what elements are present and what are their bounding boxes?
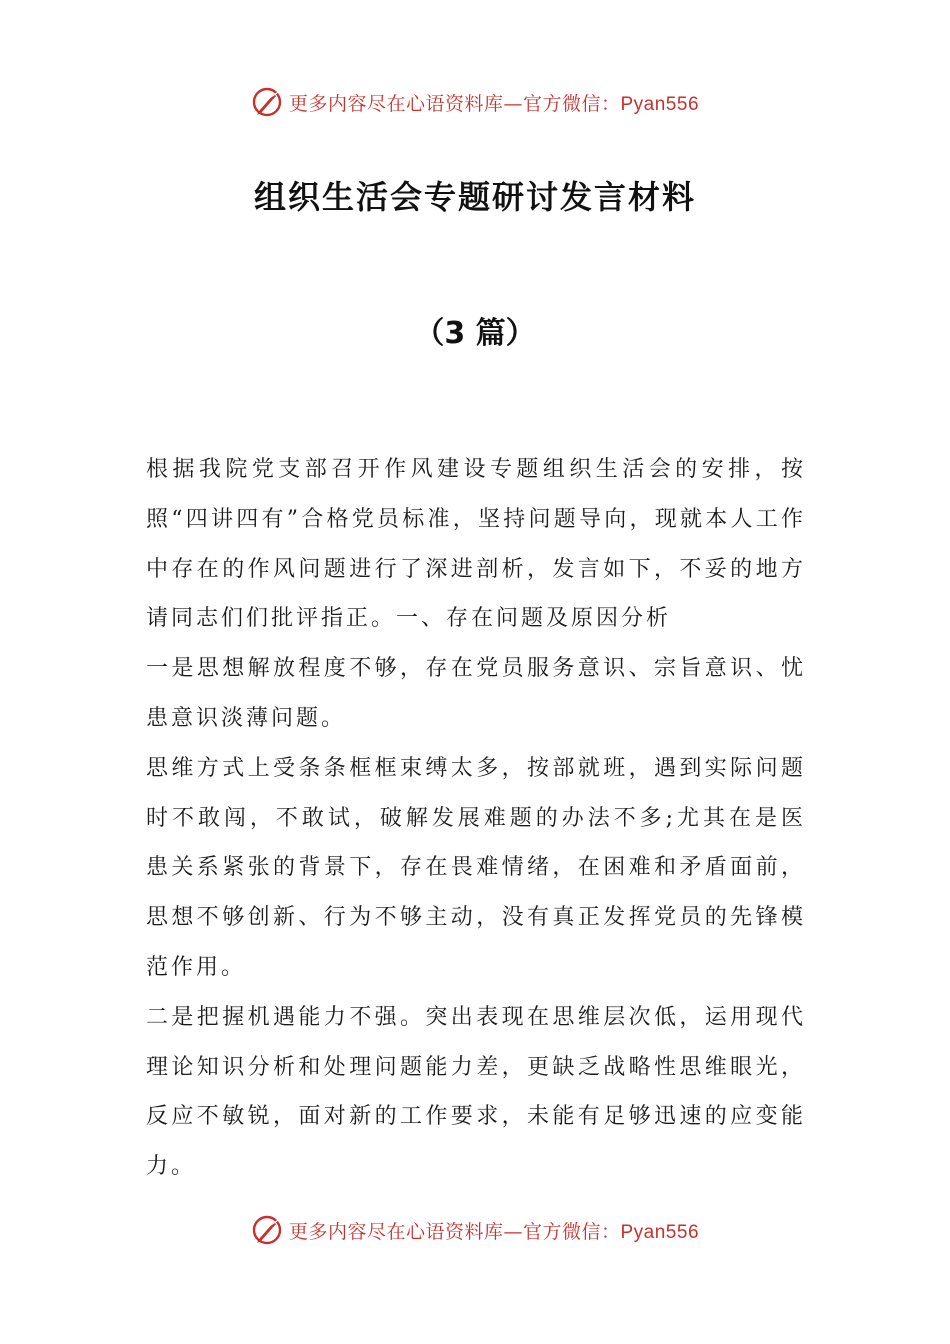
header-banner <box>0 82 950 122</box>
body-paragraph: 一是思想解放程度不够，存在党员服务意识、宗旨意识、忧患意识淡薄问题。 <box>146 656 806 731</box>
footer-wechat-handle: Pyan556 <box>620 1221 700 1243</box>
body-paragraph: 根据我院党支部召开作风建设专题组织生活会的安排，按照“四讲四有”合格党员标准，坚持问题导向，现就本人工作中存在的作风问题进行了深进剖析，发言如下，不妥的地方请同志们们批评指正。一、存在问题及原因分析 <box>146 457 806 632</box>
document-title: 组织生活会专题研讨发言材料 <box>253 178 696 216</box>
footer-banner <box>0 1210 950 1250</box>
document-subtitle: （3 篇） <box>414 316 536 351</box>
footer-banner-text: 更多内容尽在心语资料库—官方微信：Pyan556 <box>288 1220 700 1243</box>
quill-pen-logo-icon <box>251 1214 283 1246</box>
quill-pen-logo-icon <box>251 86 283 118</box>
header-banner-text: 更多内容尽在心语资料库—官方微信：Pyan556 <box>288 92 700 115</box>
header-wechat-handle: Pyan556 <box>620 93 700 115</box>
document-body <box>146 445 806 1192</box>
body-paragraph: 思维方式上受条条框框束缚太多，按部就班，遇到实际问题时不敢闯，不敢试，破解发展难题的办法不多;尤其在是医患关系紧张的背景下，存在畏难情绪，在困难和矛盾面前，思想不够创新、行为不够主动，没有真正发挥党员的先锋模范作用。 <box>146 755 806 980</box>
body-paragraph: 二是把握机遇能力不强。突出表现在思维层次低，运用现代理论知识分析和处理问题能力差，更缺乏战略性思维眼光，反应不敏锐，面对新的工作要求，未能有足够迅速的应变能力。 <box>146 1004 806 1180</box>
